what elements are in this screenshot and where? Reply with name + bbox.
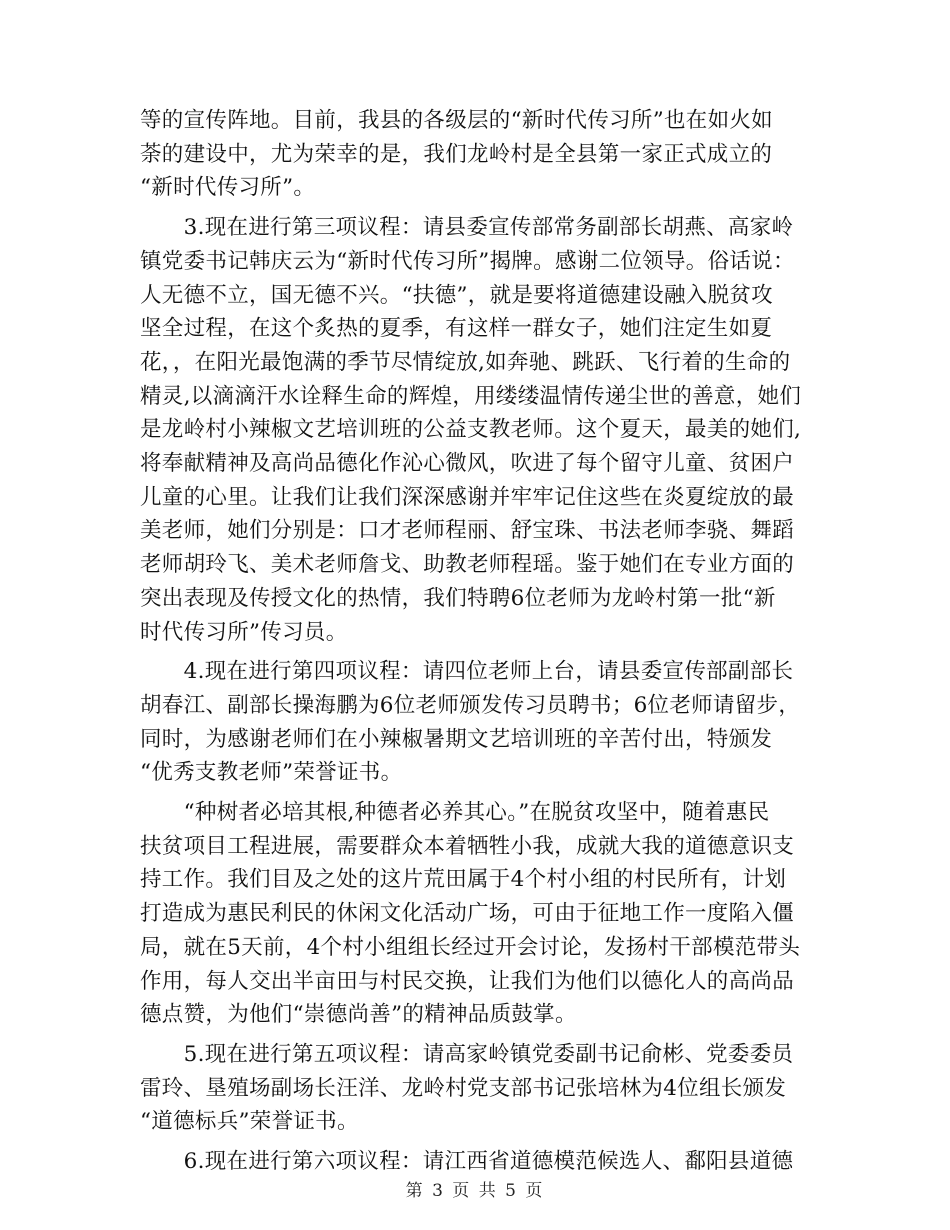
paragraph-agenda-3 bbox=[140, 211, 810, 649]
text-line: 老师胡玲飞、美术老师詹戈、助教老师程瑶。鉴于她们在专业方面的 bbox=[140, 552, 795, 578]
text-line: “道德标兵”荣誉证书。 bbox=[140, 1109, 359, 1135]
text-line: 4.现在进行第四项议程：请四位老师上台，请县委宣传部副部长 bbox=[140, 659, 794, 685]
text-line: 等的宣传阵地。目前，我县的各级层的“新时代传习所”也在如火如 bbox=[140, 108, 773, 133]
text-line: 是龙岭村小辣椒文艺培训班的公益支教老师。这个夏天，最美的她们, bbox=[140, 417, 802, 443]
paragraph-agenda-6 bbox=[140, 1145, 810, 1179]
text-line: 扶贫项目工程进展，需要群众本着牺牲小我，成就大我的道德意识支 bbox=[140, 833, 795, 859]
page-footer: 第 3 页 共 5 页 bbox=[405, 1181, 545, 1201]
body-text bbox=[140, 104, 810, 1179]
text-line: 美老师，她们分别是：口才老师程丽、舒宝珠、书法老师李骁、舞蹈 bbox=[140, 518, 795, 544]
text-line: 儿童的心里。让我们让我们深深感谢并牢牢记住这些在炎夏绽放的最 bbox=[140, 484, 795, 510]
paragraph bbox=[140, 104, 810, 205]
text-line: 坚全过程，在这个炙热的夏季，有这样一群女子，她们注定生如夏 bbox=[140, 316, 773, 342]
text-line: 5.现在进行第五项议程：请高家岭镇党委副书记俞彬、党委委员 bbox=[140, 1041, 794, 1067]
text-line: “优秀支教老师”荣誉证书。 bbox=[140, 760, 403, 786]
text-line: 花，，在阳光最饱满的季节尽情绽放,如奔驰、跳跃、飞行着的生命的 bbox=[140, 349, 791, 375]
text-line: 德点赞，为他们“崇德尚善”的精神品质鼓掌。 bbox=[140, 1002, 577, 1028]
text-line: 打造成为惠民利民的休闲文化活动广场，可由于征地工作一度陷入僵 bbox=[140, 901, 795, 927]
text-line: 局，就在5天前，4个村小组组长经过开会讨论，发扬村干部模范带头 bbox=[140, 934, 801, 960]
text-line: 将奉献精神及高尚品德化作沁心微风，吹进了每个留守儿童、贫困户 bbox=[140, 451, 795, 477]
text-line: 持工作。我们目及之处的这片荒田属于4个村小组的村民所有，计划 bbox=[140, 867, 787, 893]
text-line: 人无德不立，国无德不兴。“扶德”，就是要将道德建设融入脱贫攻 bbox=[140, 282, 773, 308]
paragraph-agenda-4 bbox=[140, 655, 810, 790]
text-line: 同时，为感谢老师们在小辣椒暑期文艺培训班的辛苦付出，特颁发 bbox=[140, 726, 773, 752]
text-line: 突出表现及传授文化的热情，我们特聘6位老师为龙岭村第一批“新 bbox=[140, 585, 776, 611]
text-line: 3.现在进行第三项议程：请县委宣传部常务副部长胡燕、高家岭 bbox=[140, 215, 794, 241]
text-line: 雷玲、垦殖场副场长汪洋、龙岭村党支部书记张培林为4位组长颁发 bbox=[140, 1075, 787, 1101]
text-line: “种树者必培其根,种德者必养其心。”在脱贫攻坚中，随着惠民 bbox=[140, 800, 770, 826]
text-line: 6.现在进行第六项议程：请江西省道德模范候选人、鄱阳县道德 bbox=[140, 1149, 794, 1175]
text-line: 镇党委书记韩庆云为“新时代传习所”揭牌。感谢二位领导。俗话说： bbox=[140, 248, 795, 274]
paragraph-agenda-5 bbox=[140, 1038, 810, 1139]
text-line: 精灵,以滴滴汗水诠释生命的辉煌，用缕缕温情传递尘世的善意，她们 bbox=[140, 383, 802, 409]
text-line: 荼的建设中，尤为荣幸的是，我们龙岭村是全县第一家正式成立的 bbox=[140, 141, 773, 167]
text-line: 作用，每人交出半亩田与村民交换，让我们为他们以德化人的高尚品 bbox=[140, 968, 795, 994]
paragraph-quote bbox=[140, 796, 810, 1032]
text-line: “新时代传习所”。 bbox=[140, 175, 316, 201]
text-line: 胡春江、副部长操海鹏为6位老师颁发传习员聘书；6位老师请留步， bbox=[140, 692, 801, 718]
text-line: 时代传习所”传习员。 bbox=[140, 619, 348, 645]
